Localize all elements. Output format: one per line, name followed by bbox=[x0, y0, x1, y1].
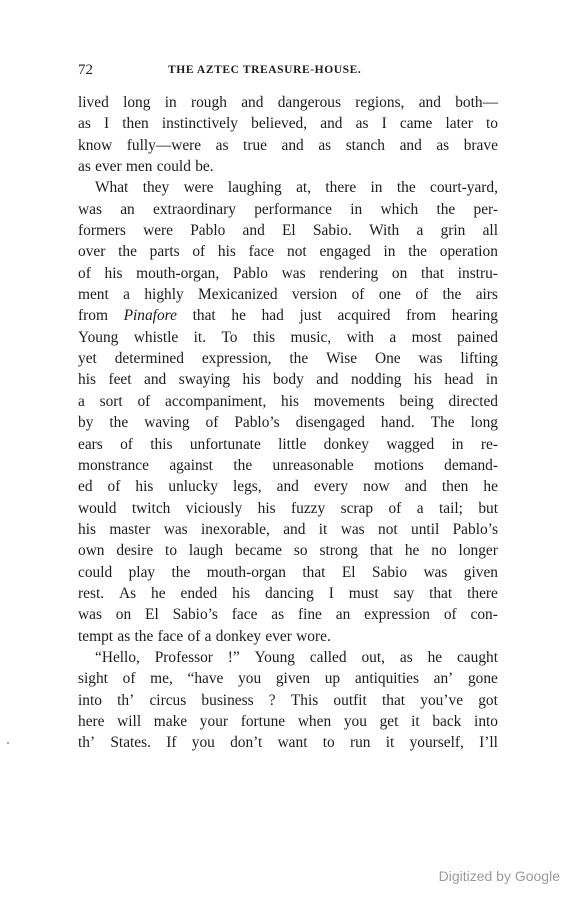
text-line: was an extraordinary performance in which the per- bbox=[78, 200, 498, 218]
text-line: of his mouth-organ, Pablo was rendering on that instru- bbox=[78, 264, 498, 282]
text-line: his master was inexorable, and it was not until Pablo’s bbox=[78, 520, 498, 538]
text-line: here will make your fortune when you get it back into bbox=[78, 712, 498, 730]
text-line: over the parts of his face not engaged in the operation bbox=[78, 243, 498, 261]
text-line: into th’ circus business ? This outfit that you’ve got bbox=[78, 691, 498, 709]
scan-speck bbox=[7, 742, 9, 744]
text-line: would twitch viciously his fuzzy scrap of a tail; but bbox=[78, 499, 498, 517]
body-text bbox=[78, 92, 498, 754]
text-line: from Pinafore that he had just acquired from hearing bbox=[78, 307, 498, 325]
text-line: monstrance against the unreasonable motions demand- bbox=[78, 456, 498, 474]
text-line: What they were laughing at, there in the court-yard, bbox=[95, 179, 498, 197]
text-line: was on El Sabio’s face as fine an expression of con- bbox=[78, 606, 498, 624]
text-line: lived long in rough and dangerous regions, and both— bbox=[78, 94, 498, 111]
text-line: as I then instinctively believed, and as I came later to bbox=[78, 115, 498, 133]
text-line: his feet and swaying his body and nodding his head in bbox=[78, 371, 498, 389]
text-line: ears of this unfortunate little donkey wagged in re- bbox=[78, 435, 498, 453]
digitized-by-google-watermark: Digitized by Google bbox=[438, 868, 560, 884]
text-line: a sort of accompaniment, his movements being directed bbox=[78, 392, 498, 410]
running-title: THE AZTEC TREASURE-HOUSE. bbox=[168, 64, 362, 76]
text-line: know fully—were as true and as stanch and as brave bbox=[78, 136, 498, 154]
page-number: 72 bbox=[78, 62, 93, 78]
text-line: own desire to laugh became so strong that he no longer bbox=[78, 542, 498, 560]
text-line: could play the mouth-organ that El Sabio was given bbox=[78, 563, 498, 581]
text-line: ment a highly Mexicanized version of one of the airs bbox=[78, 286, 498, 304]
text-line: as ever men could be. bbox=[78, 158, 214, 176]
text-line: yet determined expression, the Wise One was lifting bbox=[78, 350, 498, 368]
text-line: th’ States. If you don’t want to run it yourself, I’ll bbox=[78, 734, 498, 752]
text-line: sight of me, “have you given up antiquities an’ gone bbox=[78, 670, 498, 688]
text-line: tempt as the face of a donkey ever wore. bbox=[78, 627, 331, 645]
text-line: Young whistle it. To this music, with a most pained bbox=[78, 328, 498, 346]
text-line: “Hello, Professor !” Young called out, as he caught bbox=[95, 648, 498, 666]
text-line: rest. As he ended his dancing I must say that there bbox=[78, 584, 498, 602]
text-line: ed of his unlucky legs, and every now and then he bbox=[78, 478, 498, 496]
text-line: by the waving of Pablo’s disengaged hand. The long bbox=[78, 414, 498, 432]
text-line: formers were Pablo and El Sabio. With a grin all bbox=[78, 222, 498, 240]
